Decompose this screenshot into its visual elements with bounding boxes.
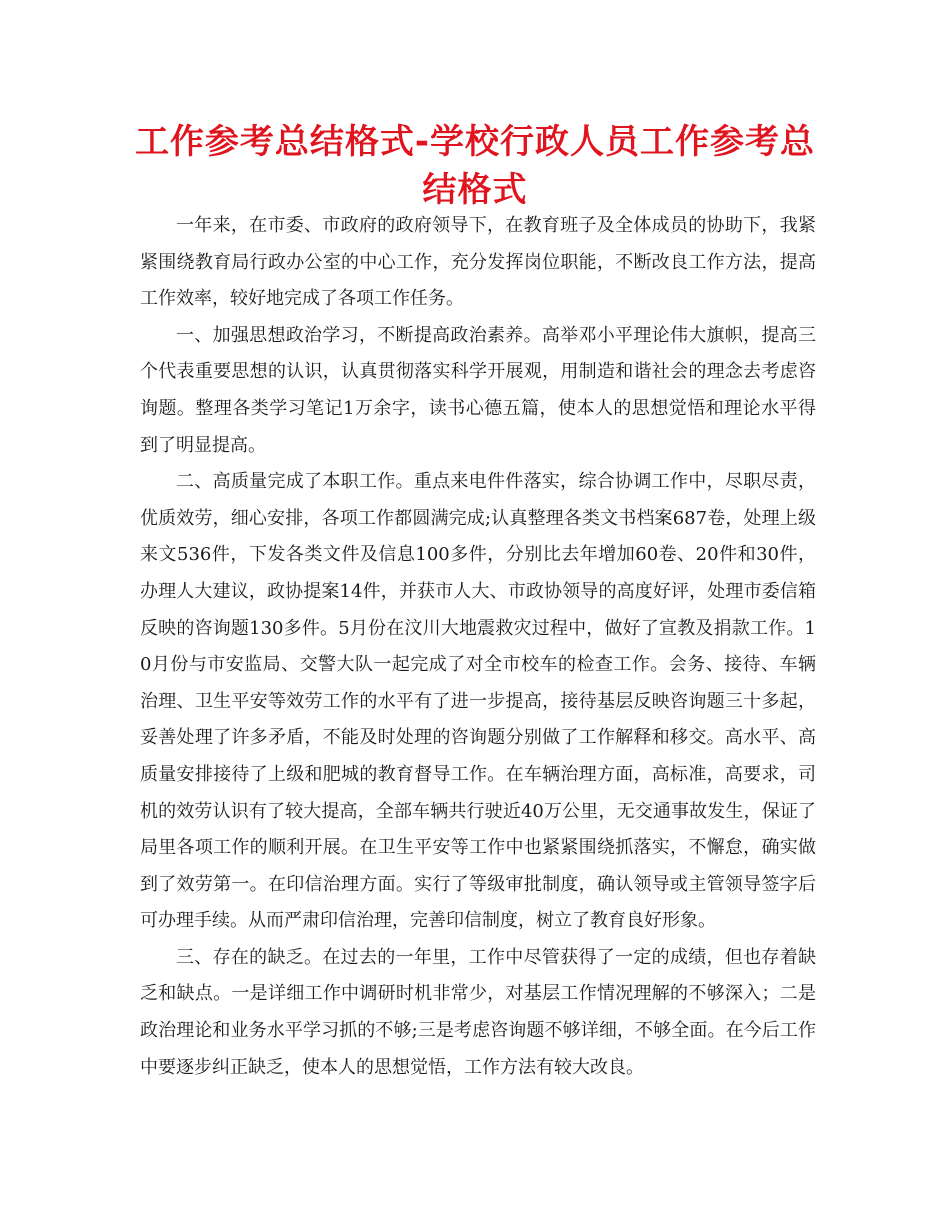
intro-paragraph: 一年来，在市委、市政府的政府领导下，在教育班子及全体成员的协助下，我紧紧围绕教育局行政办公室的中心工作，充分发挥岗位职能，不断改良工作方法，提高工作效率，较好地完成了各项工作任务。	[140, 215, 816, 310]
section-shortcomings-paragraph: 三、存在的缺乏。在过去的一年里，工作中尽管获得了一定的成绩，但也存着缺乏和缺点。一是详细工作中调研时机非常少，对基层工作情况理解的不够深入；二是政治理论和业务水平学习抓的不够;三是考虑咨询题不够详细，不够全面。在今后工作中要逐步纠正缺乏，使本人的思想觉悟，工作方法有较大改良。	[140, 946, 816, 1078]
document-title: 工作参考总结格式-学校行政人员工作参考总结格式	[134, 122, 816, 210]
section-political-study-paragraph: 一、加强思想政治学习，不断提高政治素养。高举邓小平理论伟大旗帜，提高三个代表重要思想的认识，认真贯彻落实科学开展观，用制造和谐社会的理念去考虑咨询题。整理各类学习笔记1万余字，读书心德五篇，使本人的思想觉悟和理论水平得到了明显提高。	[140, 324, 816, 456]
section-duties-paragraph: 二、高质量完成了本职工作。重点来电件件落实，综合协调工作中，尽职尽责，优质效劳，细心安排，各项工作都圆满完成;认真整理各类文书档案687卷，处理上级来文536件，下发各类文件及信息100多件，分别比去年增加60卷、20件和30件，办理人大建议，政协提案14件，并获市人大、市政协领导的高度好评，处理市委信箱反映的咨询题130多件。5月份在汶川大地震救灾过程中，做好了宣教及捐款工作。10月份与市安监局、交警大队一起完成了对全市校车的检查工作。会务、接待、车辆治理、卫生平安等效劳工作的水平有了进一步提高，接待基层反映咨询题三十多起，妥善处理了许多矛盾，不能及时处理的咨询题分别做了工作解释和移交。高水平、高质量安排接待了上级和肥城的教育督导工作。在车辆治理方面，高标准，高要求，司机的效劳认识有了较大提高，全部车辆共行驶近40万公里，无交通事故发生，保证了局里各项工作的顺利开展。在卫生平安等工作中也紧紧围绕抓落实，不懈怠，确实做到了效劳第一。在印信治理方面。实行了等级审批制度，确认领导或主管领导签字后可办理手续。从而严肃印信治理，完善印信制度，树立了教育良好形象。	[140, 471, 816, 932]
document-body	[140, 208, 816, 1086]
